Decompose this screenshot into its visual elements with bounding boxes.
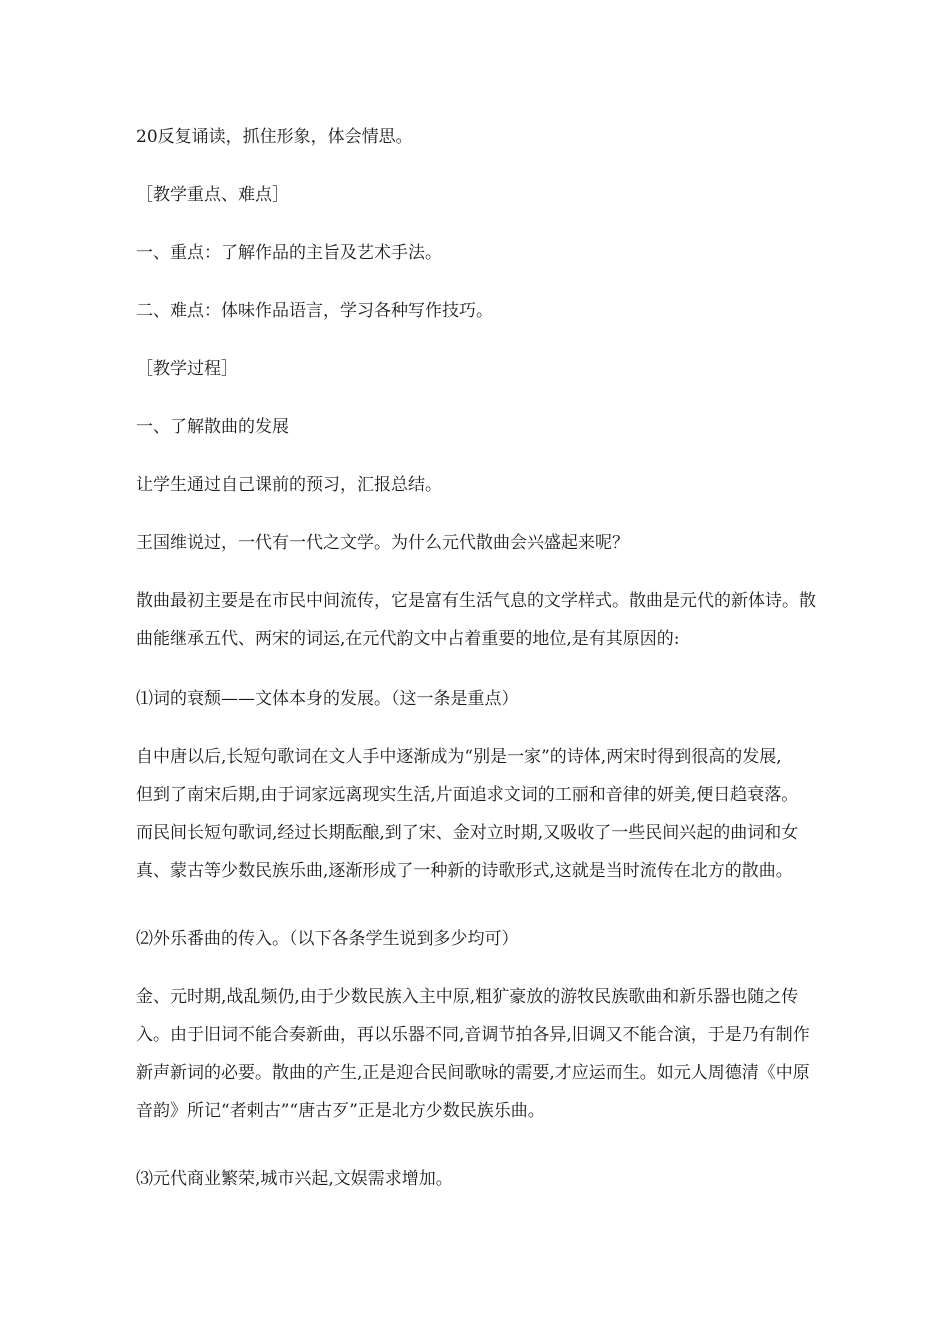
body-paragraph: [136, 466, 816, 504]
body-paragraph: [136, 978, 816, 1130]
text-line: 二、难点：体味作品语言，学习各种写作技巧。: [136, 301, 493, 321]
text-line: ⑴词的衰颓——文体本身的发展。（这一条是重点）: [136, 689, 519, 709]
text-line: ［教学过程］: [136, 359, 238, 379]
text-line: ⑶元代商业繁荣,城市兴起,文娱需求增加。: [136, 1169, 453, 1189]
text-line: 新声新词的必要。散曲的产生,正是迎合民间歌咏的需要,才应运而生。如元人周德清《中原: [136, 1063, 810, 1083]
text-line: 20反复诵读，抓住形象，体会情思。: [136, 127, 413, 147]
objective-item-20: [136, 118, 816, 156]
text-line: ［教学重点、难点］: [136, 185, 289, 205]
text-line: 金、元时期,战乱频仍,由于少数民族入主中原,粗犷豪放的游牧民族歌曲和新乐器也随之传: [136, 987, 799, 1007]
difficulty-item: [136, 292, 816, 330]
reason-heading: [136, 1160, 816, 1198]
text-line: ⑵外乐番曲的传入。（以下各条学生说到多少均可）: [136, 929, 519, 949]
body-paragraph: [136, 582, 816, 658]
reason-heading: [136, 680, 816, 718]
text-line: 王国维说过，一代有一代之文学。为什么元代散曲会兴盛起来呢？: [136, 533, 629, 553]
text-line: 曲能继承五代、两宋的词运,在元代韵文中占着重要的地位,是有其原因的:: [136, 629, 680, 649]
text-line: 一、重点：了解作品的主旨及艺术手法。: [136, 243, 442, 263]
section-heading-key-points: [136, 176, 816, 214]
process-step-heading: [136, 408, 816, 446]
text-line: 音韵》所记“者剌古”“唐古歹”正是北方少数民族乐曲。: [136, 1101, 545, 1121]
text-line: 入。由于旧词不能合奏新曲，再以乐器不同,音调节拍各异,旧调又不能合演，于是乃有制作: [136, 1025, 810, 1045]
reason-heading: [136, 920, 816, 958]
key-point-item: [136, 234, 816, 272]
text-line: 真、蒙古等少数民族乐曲,逐渐形成了一种新的诗歌形式,这就是当时流传在北方的散曲。: [136, 861, 793, 881]
body-paragraph: [136, 738, 816, 890]
text-line: 自中唐以后,长短句歌词在文人手中逐渐成为“别是一家”的诗体,两宋时得到很高的发展,: [136, 747, 782, 767]
text-line: 一、了解散曲的发展: [136, 417, 289, 437]
text-line: 让学生通过自己课前的预习，汇报总结。: [136, 475, 442, 495]
text-line: 但到了南宋后期,由于词家远离现实生活,片面追求文词的工丽和音律的妍美,便日趋衰落。: [136, 785, 799, 805]
section-heading-process: [136, 350, 816, 388]
text-line: 散曲最初主要是在市民中间流传，它是富有生活气息的文学样式。散曲是元代的新体诗。散: [136, 591, 816, 611]
body-paragraph: [136, 524, 816, 562]
text-line: 而民间长短句歌词,经过长期酝酿,到了宋、金对立时期,又吸收了一些民间兴起的曲词和女: [136, 823, 799, 843]
